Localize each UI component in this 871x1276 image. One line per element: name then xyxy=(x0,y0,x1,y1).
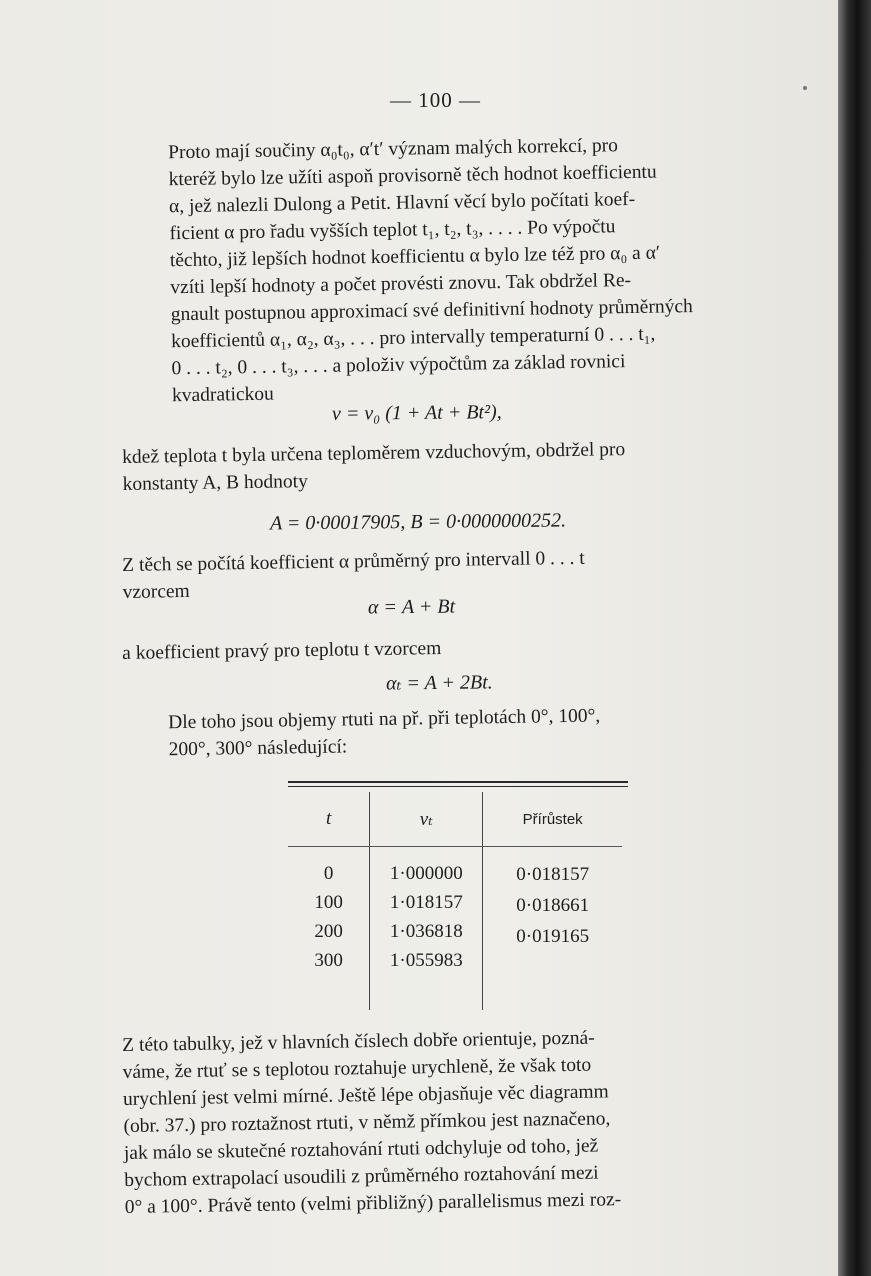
text-line: kdež teplota t byla určena teploměrem vzduchovým, obdržel pro xyxy=(122,439,626,468)
text-line: a koefficient pravý pro teplotu t vzorcem xyxy=(122,637,442,664)
table-cell: 100 xyxy=(314,892,343,913)
text-line: konstanty A, B hodnoty xyxy=(122,471,309,495)
text-line: kvadratickou xyxy=(171,383,274,407)
text-line: 0° a 100°. Právě tento (velmi přibližný) parallelismus mezi roz- xyxy=(124,1189,622,1218)
equation-constants: A = 0·00017905, B = 0·0000000252. xyxy=(269,509,567,535)
table-cell: 1·055983 xyxy=(389,950,463,971)
table-cell: 1·036818 xyxy=(389,921,463,942)
text-line: kteréž bylo lze užíti aspoň provisorně těch hodnot koefficientu xyxy=(168,161,657,191)
text-line: urychlení jest velmi mírné. Ještě lépe objasňuje věc diagramm xyxy=(122,1081,609,1110)
text-line: bychom extrapolací usoudili z průměrného roztahování mezi xyxy=(124,1162,599,1191)
table-cell: 300 xyxy=(314,950,343,971)
table-cell: 0·018157 xyxy=(516,864,590,885)
table-cell: 1·018157 xyxy=(389,892,463,913)
table-top-rule xyxy=(288,781,628,783)
table-cell: 200 xyxy=(314,921,343,942)
equation-true-coefficient: αₜ = A + 2Bt. xyxy=(385,671,493,695)
table-top-rule xyxy=(288,786,628,787)
paragraph-5 xyxy=(122,700,771,764)
table-cell: 0·018661 xyxy=(516,895,590,916)
text-line: vzorcem xyxy=(122,580,190,603)
mercury-volume-table xyxy=(288,792,622,1010)
paragraph-6 xyxy=(122,1022,773,1221)
text-line: 0 . . . t₂, 0 . . . t₃, . . . a položiv výpočtům za základ rovnici xyxy=(171,351,626,380)
text-line: Z této tabulky, jež v hlavních číslech dobře orientuje, pozná- xyxy=(122,1027,595,1056)
text-line: α, jež nalezli Dulong a Petit. Hlavní věcí bylo počítati koef- xyxy=(168,188,636,218)
text-line: gnault postupnou approximací své definitivní hodnoty průměrných xyxy=(170,296,693,326)
text-line: ficient α pro řadu vyšších teplot t₁, t₂, t₃, . . . . Po výpočtu xyxy=(169,216,616,245)
text-line: jak málo se skutečné roztahování rtuti odchyluje od toho, jež xyxy=(123,1135,599,1164)
book-spine xyxy=(838,0,871,1276)
header-t: t xyxy=(288,792,370,847)
table-cell: 1·000000 xyxy=(389,863,463,884)
page-number: — 100 — xyxy=(390,88,481,112)
table-cell: 0·019165 xyxy=(516,926,590,947)
temperature-column xyxy=(288,847,370,1011)
volume-column xyxy=(370,847,483,1011)
equation-quadratic: v = v₀ (1 + At + Bt²), xyxy=(331,401,502,425)
table-row xyxy=(288,847,622,1011)
table-cell: 0 xyxy=(323,863,334,884)
text-line: váme, že rtuť se s teplotou roztahuje urychleně, že však toto xyxy=(122,1054,592,1083)
header-volume: vₜ xyxy=(370,792,483,847)
text-line: Proto mají součiny α₀t₀, α′t′ význam malých korrekcí, pro xyxy=(168,135,619,164)
text-line: vzíti lepší hodnoty a počet provésti znovu. Tak obdržel Re- xyxy=(170,270,632,299)
text-line: Dle toho jsou objemy rtuti na př. při teplotách 0°, 100°, xyxy=(168,705,601,734)
header-increment: Přírůstek xyxy=(483,792,622,847)
text-line: Z těch se počítá koefficient α průměrný pro intervall 0 . . . t xyxy=(122,547,585,576)
paragraph-2 xyxy=(122,434,771,498)
text-line: koefficientů α₁, α₂, α₃, . . . pro intervally temperaturní 0 . . . t₁, xyxy=(171,323,656,353)
text-line: (obr. 37.) pro roztažnost rtuti, v němž přímkou jest naznačeno, xyxy=(123,1108,611,1137)
text-line: těchto, již lepších hodnot koefficientu α bylo lze též pro α₀ a α′ xyxy=(169,242,661,272)
paragraph-1 xyxy=(122,130,774,410)
text-line: 200°, 300° následující: xyxy=(168,736,348,761)
table-header-row xyxy=(288,792,622,847)
equation-mean-coefficient: α = A + Bt xyxy=(367,595,456,619)
increment-column xyxy=(483,847,622,1011)
